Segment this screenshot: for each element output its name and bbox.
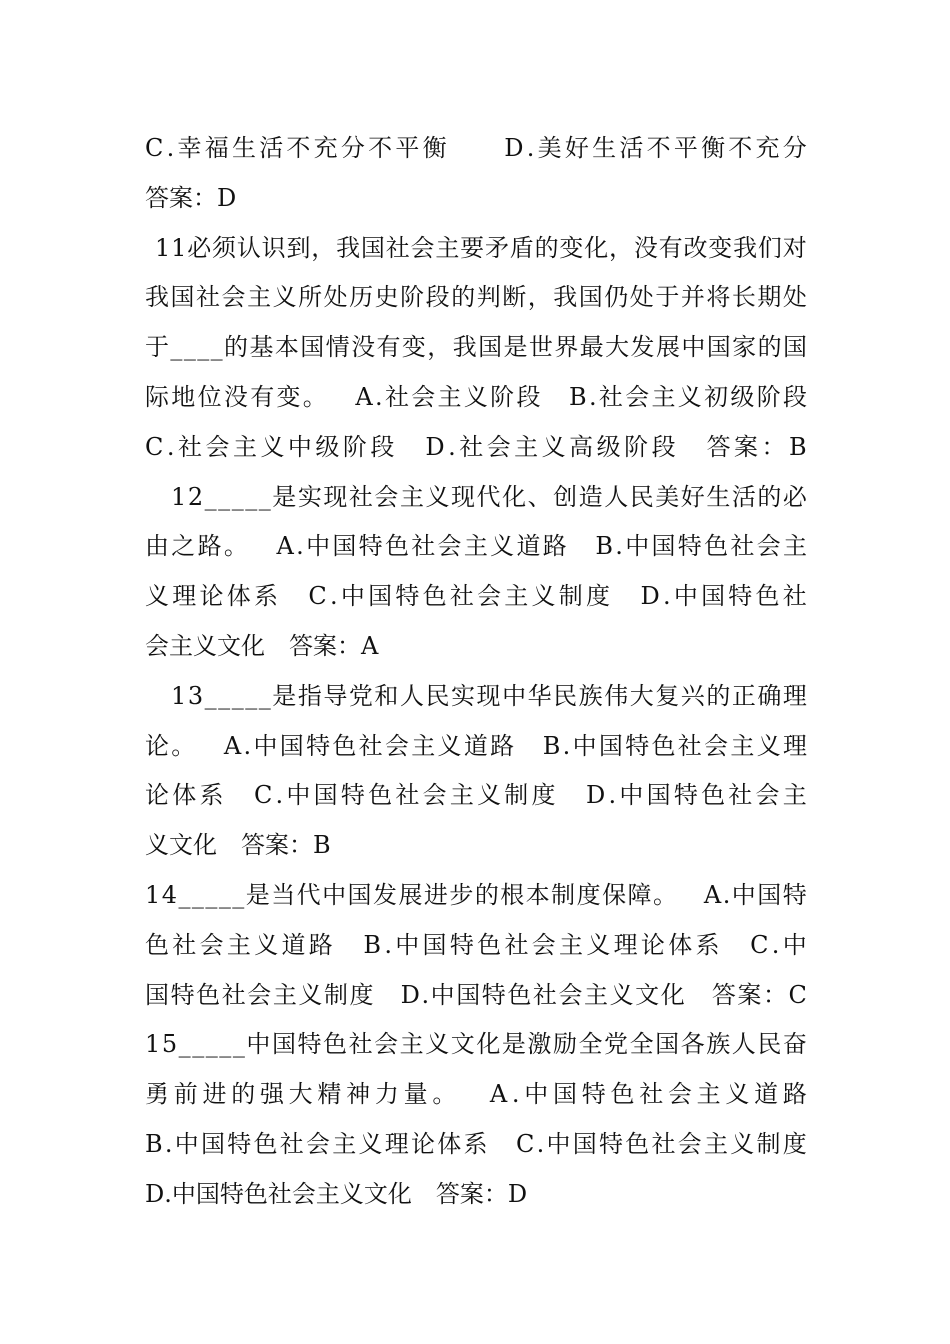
text-line: 1 3 _ _ _ _ _ 是 指 导 党 和 人 民 实 现 中 华 民 族 伟 大 复 兴 的 正 确 理 [171, 681, 807, 710]
text-line: 1 1 必 须 认 识 到 ， 我 国 社 会 主 要 矛 盾 的 变 化 ， 没 有 改 变 我 们 对 [155, 233, 807, 262]
document-body [145, 124, 807, 1220]
text-line: 勇 前 进 的 强 大 精 神 力 量 。 A . 中 国 特 色 社 会 主 义 道 路 [145, 1080, 807, 1109]
text-line: 1 2 _ _ _ _ _ 是 实 现 社 会 主 义 现 代 化 、 创 造 人 民 美 好 生 活 的 必 [171, 482, 807, 511]
text-line: 答 案 ： D [145, 183, 237, 212]
text-line: 色 社 会 主 义 道 路 B . 中 国 特 色 社 会 主 义 理 论 体 系 C . 中 [145, 930, 807, 959]
text-line: 论 体 系 C . 中 国 特 色 社 会 主 义 制 度 D . 中 国 特 色 社 会 主 [145, 781, 807, 810]
text-line: 际 地 位 没 有 变 。 A . 社 会 主 义 阶 段 B . 社 会 主 义 初 级 阶 段 [145, 382, 807, 411]
text-line: 义 理 论 体 系 C . 中 国 特 色 社 会 主 义 制 度 D . 中 国 特 色 社 [145, 582, 807, 611]
text-line: 于 _ _ _ _ 的 基 本 国 情 没 有 变 ， 我 国 是 世 界 最 大 发 展 中 国 家 的 国 [145, 333, 807, 362]
text-line: C . 社 会 主 义 中 级 阶 段 D . 社 会 主 义 高 级 阶 段 答 案 ： B [145, 432, 807, 461]
text-line: 会 主 义 文 化 答 案 ： A [145, 631, 379, 660]
text-line: 义 文 化 答 案 ： B [145, 831, 331, 860]
text-line: 1 5 _ _ _ _ _ 中 国 特 色 社 会 主 义 文 化 是 激 励 全 党 全 国 各 族 人 民 奋 [145, 1030, 807, 1059]
text-line: D . 中 国 特 色 社 会 主 义 文 化 答 案 ： D [145, 1179, 528, 1208]
text-line: 1 4 _ _ _ _ _ 是 当 代 中 国 发 展 进 步 的 根 本 制 度 保 障 。 A . 中 国 特 [145, 880, 807, 909]
text-line: 我 国 社 会 主 义 所 处 历 史 阶 段 的 判 断 ， 我 国 仍 处 于 并 将 长 期 处 [145, 283, 807, 312]
text-line: 由 之 路 。 A . 中 国 特 色 社 会 主 义 道 路 B . 中 国 特 色 社 会 主 [145, 532, 807, 561]
text-line: 国 特 色 社 会 主 义 制 度 D . 中 国 特 色 社 会 主 义 文 化 答 案 ： C [145, 980, 807, 1009]
text-line: B . 中 国 特 色 社 会 主 义 理 论 体 系 C . 中 国 特 色 社 会 主 义 制 度 [145, 1129, 807, 1158]
text-line: C . 幸 福 生 活 不 充 分 不 平 衡 D . 美 好 生 活 不 平 衡 不 充 分 [145, 134, 807, 162]
text-line: 论 。 A . 中 国 特 色 社 会 主 义 道 路 B . 中 国 特 色 社 会 主 义 理 [145, 731, 807, 760]
